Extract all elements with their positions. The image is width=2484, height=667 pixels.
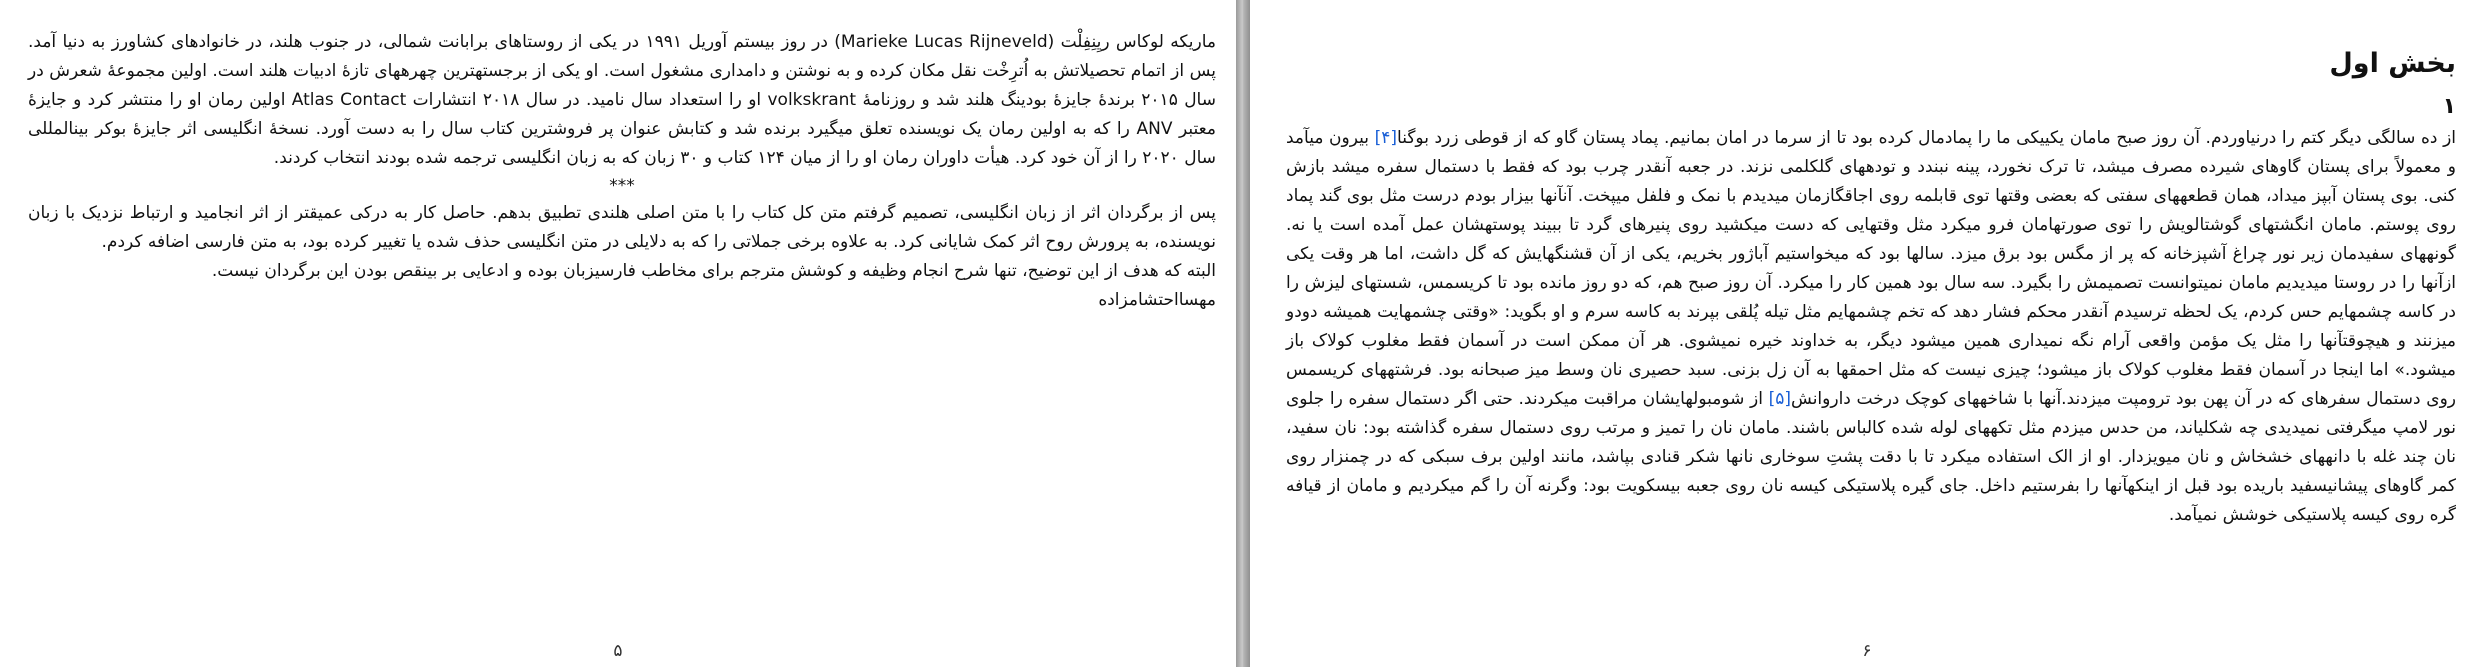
body-text-1: از ده سالگی دیگر کتم را درنیاوردم. آن روز صبح مامان یکییکی ما را پمادمال کرده بود تا از سرما در امان بمانیم. پماد پستان گاو که از قوطی زرد بوگنا [1397,128,2457,148]
page-number: ۶ [1862,641,1872,661]
translation-note-paragraph: پس از برگردان اثر از زبان انگلیسی، تصمیم گرفتم متن کل کتاب را با متن اصلی هلندی تطبیق بدهم. حاصل کار به درکی عمیقتر از اثر انجامید و ارتباط نزدیک با زبان نویسنده، به پرورش روح اثر کمک شایانی کرد. به علاوه برخی جملاتی را که به دلایلی در متن انگلیسی حذف شده یا تغییر کرده بود، به متن فارسی اضافه کردم. [28,203,1216,252]
disclaimer-paragraph: البته که هدف از این توضیح، تنها شرح انجام وظیفه و کوشش مترجم برای مخاطب فارسیزبان بوده و ادعایی بر بینقص بودن این برگردان نیست. [211,261,1216,281]
footnote-link-5[interactable]: [۵] [1768,389,1792,409]
page-number: ۵ [613,641,623,661]
translator-signature: مهسااحتشامزاده [1098,290,1216,310]
body-text-3: از شومبولهایشان مراقبت میکردند. حتی اگر دستمال سفره را جلوی نور لامپ میگرفتی نمیدیدی چه شکلیاند، من حدس میزدم مثل تکههای لوله شده کالباس باشند. مامان نان را تمیز و مرتب روی دستمال سفره گذاشته بود: نان سفید، نان چند غله با دانههای خشخاش و نان میویزدار. او از الک استفاده میکرد تا با دقت پشتِ سوخاری نانها شکر قنادی بپاشد، مانند اولین برف سبکی که در چمنزار روی کمر گاوهای پیشانیسفید باریده بود قبل از اینکهآنها را بفرستیم داخل. جای گیره پلاستیکی کیسه نان روی جعبه بیسکویت بود: وگرنه آن را گم میکردیم و مامان از قیافه گره روی کیسه پلاستیکی خوشش نمیآمد. [1286,389,2456,525]
part-heading: بخش اول [2329,48,2456,79]
footnote-link-4[interactable]: [۴] [1374,128,1398,148]
page-divider [1236,0,1250,667]
page-6 [1250,0,2484,667]
chapter-number: ۱ [2442,94,2456,119]
page-5 [0,0,1236,667]
chapter-body-paragraph [1286,124,2456,530]
body-text-2: بیرون میآمد و معمولاً برای پستان گاوهای شیرده مصرف میشد، تا ترک نخورد، پینه نبندد و تودههای گلکلمی نزند. در جعبه آنقدر چرب بود که فقط با دستمال سفره میشد بازش کنی. بوی پستان آبپز میداد، همان قطعههای سفتی که بعضی وقتها توی قابلمه روی اجاقگازمان میدیدم با نمک و فلفل میپخت. آنآنها بیزار بودم درست مثل بوی گند پماد روی پوستم. مامان انگشتهای گوشتالویش را توی صورتهامان فرو میکرد مثل وقتهایی که دست میکشید روی پنیرهای گرد تا ببیند پوستهشان عمل آمده است یا نه. گونههای سفیدمان زیر نور چراغ آشپزخانه که پر از مگس بود برق میزد. سالها بود که میخواستیم آباژور بخریم، یکی از آن قشنگهایش که گل داشت، اما هر وقت یکی ازآنها را در روستا میدیدیم مامان نمیتوانست تصمیمش را بگیرد. سه سال بود همین کار را میکرد. آن روز صبح هم، که دو روز مانده بود تا کریسمس، شستهای لیزش را در کاسه چشمهایم حس کردم، یک لحظه ترسیدم آنقدر محکم فشار دهد که تخم چشمهایم مثل تیله پُلقی بپرند به کاسه سرم و او بگوید: «وقتی چشمهایت همیشه دودو میزنند و هیچوقتآنها را مثل یک مؤمن واقعی آرام نگه نمیداری همین میشود دیگر، به خداوند خیره نمیشوی. هر آن ممکن است در آسمان فقط مغلوب کولاک باز میشود.» اما اینجا در آسمان فقط مغلوب کولاک باز میشود؛ چیزی نیست که مثل احمقها به آن زل بزنی. سبد حصیری نان وسط میز صبحانه بود. فرشتههای کریسمس روی دستمال سفرهای که در آن پهن بود ترومپت میزدند.آنها با شاخههای کوچک درخت داروانش [1286,128,2456,409]
section-separator: *** [609,176,635,196]
translator-intro-paragraph: ماریکه لوکاس ریِنِفِلْت (Marieke Lucas Rijneveld) در روز بیستم آوریل ۱۹۹۱ در یکی از روستاهای برابانت شمالی، در جنوب هلند، در خانوادهای کشاورز به دنیا آمد. پس از اتمام تحصیلاتش به اُترِخْت نقل مکان کرده و به نوشتن و دامداری مشغول است. او یکی از برجستهترین چهرههای تازهٔ ادبیات هلند است. اولین مجموعهٔ شعرش در سال ۲۰۱۵ برندهٔ جایزهٔ بودینگ هلند شد و روزنامهٔ volkskrant او را استعداد سال نامید. در سال ۲۰۱۸ انتشارات Atlas Contact اولین رمان او را منتشر کرد و جایزهٔ معتبر ANV را که به اولین رمان یک نویسنده تعلق میگیرد برنده شد و کتابش عنوان پر فروشترین کتاب سال را به دست آورد. نسخهٔ انگلیسی اثر جایزهٔ بوکر بینالمللی سال ۲۰۲۰ را از آن خود کرد. هیأت داوران رمان او را از میان ۱۲۴ کتاب و ۳۰ زبان که به زبان انگلیسی ترجمه شده بودند انتخاب کردند. [28,32,1216,168]
